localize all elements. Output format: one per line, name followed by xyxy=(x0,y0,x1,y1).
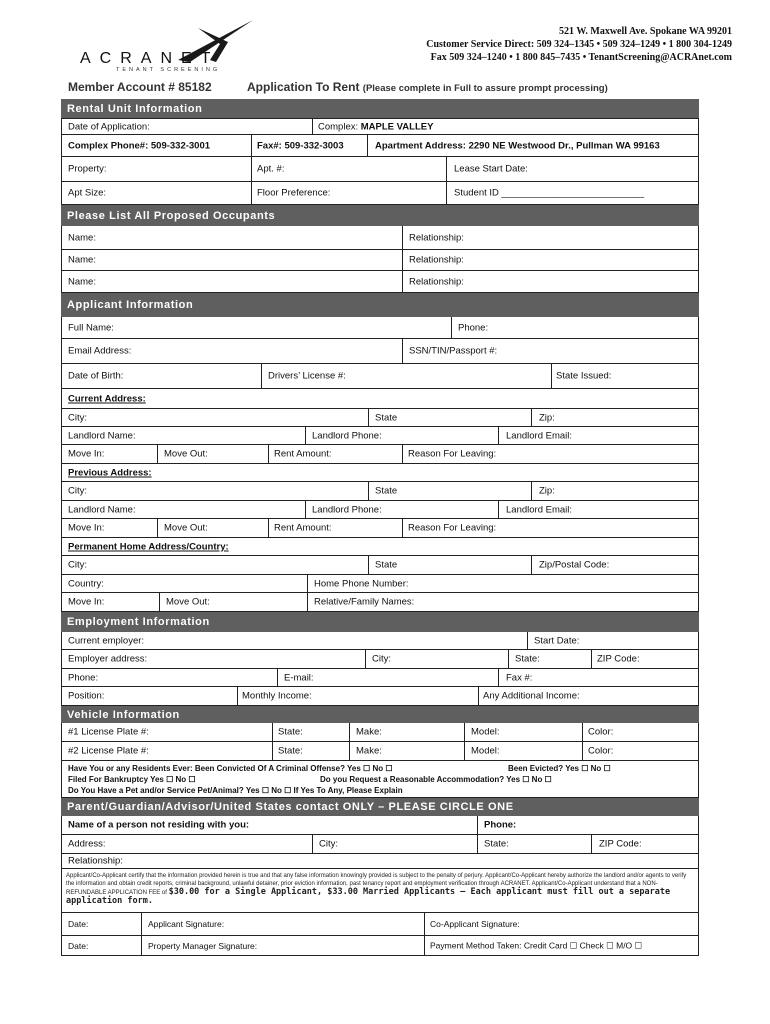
reason-leaving-field[interactable]: Reason For Leaving: xyxy=(408,522,497,534)
plate-1-field[interactable]: #1 License Plate #: xyxy=(68,726,149,738)
zip-postal-field[interactable]: Zip/Postal Code: xyxy=(539,559,610,571)
logo-tagline: TENANT SCREENING xyxy=(116,67,221,73)
address-line-2: Customer Service Direct: 509 324–1345 • 509 324–1249 • 1 800 304-1249 xyxy=(426,39,732,50)
dob-field[interactable]: Date of Birth: xyxy=(68,370,124,382)
address-line-1: 521 W. Maxwell Ave. Spokane WA 99201 xyxy=(559,26,732,37)
position-field[interactable]: Position: xyxy=(68,690,105,702)
signature-row-2 xyxy=(61,936,699,956)
app-title-text: Application To Rent xyxy=(247,80,360,94)
current-move-row xyxy=(61,445,699,464)
legal-text: Applicant/Co-Applicant certify that the information provided herein is true and that any false information knowingly provided is subject to the penalty of perjury. Applicant/Co-Applicant hereby authorize the landlord and/or agents to verify the information and obtain credit reports, criminal background, unlawful detainer, prior eviction information, past tenancy report and employment verification through ACRANET. Applicant/Co-Applicant understand that a NON-REFUNDABLE APPLICATION FEE of xyxy=(66,873,687,896)
city-field[interactable]: City: xyxy=(68,412,87,423)
apartment-address: Apartment Address: 2290 NE Westwood Dr., Pullman WA 99163 xyxy=(375,140,660,151)
employer-city-field[interactable]: City: xyxy=(372,653,391,665)
date-of-application-field[interactable]: Date of Application: xyxy=(68,121,150,132)
accommodation-question[interactable]: Do you Request a Reasonable Accommodation? Yes ☐ No ☐ xyxy=(320,775,552,784)
section-occupants: Please List All Proposed Occupants xyxy=(61,205,699,226)
move-in-field[interactable]: Move In: xyxy=(68,448,105,460)
previous-address-label-row xyxy=(61,464,699,482)
logo-wordmark: ACRANET xyxy=(80,50,220,67)
property-field[interactable]: Property: xyxy=(68,163,107,175)
ssn-field[interactable]: SSN/TIN/Passport #: xyxy=(409,345,498,357)
evicted-question[interactable]: Been Evicted? Yes ☐ No ☐ xyxy=(508,764,611,773)
property-manager-signature-field[interactable]: Property Manager Signature: xyxy=(148,940,258,951)
vehicle-state-field[interactable]: State: xyxy=(278,745,303,757)
applicant-signature-field[interactable]: Applicant Signature: xyxy=(148,919,225,929)
legal-disclaimer xyxy=(61,869,699,913)
email-field[interactable]: Email Address: xyxy=(68,345,132,357)
lease-start-field[interactable]: Lease Start Date: xyxy=(454,163,528,175)
employer-phone-row xyxy=(61,669,699,687)
member-account: Member Account # 85182 xyxy=(68,80,212,94)
co-applicant-signature-field[interactable]: Co-Applicant Signature: xyxy=(430,919,520,929)
row-full-name xyxy=(61,317,699,339)
contact-relationship-row xyxy=(61,854,699,869)
applicant-date-field[interactable]: Date: xyxy=(68,919,89,929)
section-contact: Parent/Guardian/Advisor/United States contact ONLY – PLEASE CIRCLE ONE xyxy=(61,798,699,816)
complex-field xyxy=(318,121,433,132)
company-address xyxy=(426,25,732,64)
pet-question[interactable]: Do You Have a Pet and/or Service Pet/Animal? Yes ☐ No ☐ If Yes To Any, Please Explain xyxy=(68,786,403,795)
complex-label: Complex: xyxy=(318,121,359,132)
occupant-row xyxy=(61,250,699,271)
row-apt-size xyxy=(61,182,699,205)
landlord-email-field[interactable]: Landlord Email: xyxy=(506,430,573,441)
app-subtitle: (Please complete in Full to assure prompt processing) xyxy=(362,83,608,94)
zip-field[interactable]: Zip: xyxy=(539,412,555,423)
city-field[interactable]: City: xyxy=(68,559,87,571)
contact-state-field[interactable]: State: xyxy=(484,838,509,850)
apt-number-field[interactable]: Apt. #: xyxy=(257,163,285,175)
payment-method-field[interactable]: Payment Method Taken: Credit Card ☐ Check ☐ M/O ☐ xyxy=(430,940,643,950)
zip-field[interactable]: Zip: xyxy=(539,485,555,497)
application-form xyxy=(61,99,699,956)
current-city-row xyxy=(61,409,699,427)
landlord-name-field[interactable]: Landlord Name: xyxy=(68,430,136,441)
vehicle-color-field[interactable]: Color: xyxy=(588,726,614,738)
vehicle-model-field[interactable]: Model: xyxy=(471,745,500,757)
permanent-address-label-row xyxy=(61,538,699,556)
employer-address-field[interactable]: Employer address: xyxy=(68,653,148,665)
address-line-3: Fax 509 324–1240 • 1 800 845–7435 • TenantScreening@ACRAnet.com xyxy=(430,52,732,63)
relative-names-field[interactable]: Relative/Family Names: xyxy=(314,596,415,608)
occupant-relationship-field[interactable]: Relationship: xyxy=(409,254,464,266)
move-in-field[interactable]: Move In: xyxy=(68,522,105,534)
occupant-row xyxy=(61,226,699,250)
move-in-field[interactable]: Move In: xyxy=(68,596,105,608)
permanent-address-heading: Permanent Home Address/Country: xyxy=(68,541,229,552)
section-applicant: Applicant Information xyxy=(61,293,699,317)
employer-address-row xyxy=(61,650,699,669)
section-rental-unit: Rental Unit Information xyxy=(61,99,699,118)
contact-relationship-field[interactable]: Relationship: xyxy=(68,855,123,867)
state-field[interactable]: State xyxy=(375,485,398,497)
previous-city-row xyxy=(61,482,699,501)
current-employer-field[interactable]: Current employer: xyxy=(68,635,145,646)
contact-zip-field[interactable]: ZIP Code: xyxy=(599,838,642,850)
employer-zip-field[interactable]: ZIP Code: xyxy=(597,653,640,665)
permanent-move-row xyxy=(61,593,699,612)
row-property xyxy=(61,157,699,182)
employer-email-field[interactable]: E-mail: xyxy=(284,672,314,683)
move-out-field[interactable]: Move Out: xyxy=(166,596,210,608)
permanent-city-row xyxy=(61,556,699,575)
current-address-label-row xyxy=(61,389,699,409)
country-field[interactable]: Country: xyxy=(68,578,104,589)
contact-address-row xyxy=(61,835,699,854)
start-date-field[interactable]: Start Date: xyxy=(534,635,580,646)
signature-row-1 xyxy=(61,913,699,936)
full-name-field[interactable]: Full Name: xyxy=(68,322,114,333)
bankruptcy-question[interactable]: Filed For Bankruptcy Yes ☐ No ☐ xyxy=(68,775,196,784)
employer-state-field[interactable]: State: xyxy=(515,653,540,665)
employer-position-row xyxy=(61,687,699,706)
employer-row xyxy=(61,632,699,650)
vehicle-color-field[interactable]: Color: xyxy=(588,745,614,757)
occupant-name-field[interactable]: Name: xyxy=(68,276,96,287)
previous-landlord-row xyxy=(61,501,699,519)
plate-2-field[interactable]: #2 License Plate #: xyxy=(68,745,149,757)
previous-address-heading: Previous Address: xyxy=(68,467,152,478)
phone-field[interactable]: Phone: xyxy=(458,322,489,333)
screening-questions xyxy=(61,761,699,798)
previous-move-row xyxy=(61,519,699,538)
monthly-income-field[interactable]: Monthly Income: xyxy=(242,690,312,702)
landlord-phone-field[interactable]: Landlord Phone: xyxy=(312,504,382,515)
landlord-name-field[interactable]: Landlord Name: xyxy=(68,504,136,515)
contact-address-field[interactable]: Address: xyxy=(68,838,106,850)
landlord-email-field[interactable]: Landlord Email: xyxy=(506,504,573,515)
employer-phone-field[interactable]: Phone: xyxy=(68,672,99,683)
section-vehicle: Vehicle Information xyxy=(61,706,699,723)
complex-value: MAPLE VALLEY xyxy=(360,121,434,132)
state-issued-field[interactable]: State Issued: xyxy=(556,370,612,382)
manager-date-field[interactable]: Date: xyxy=(68,940,89,951)
row-complex-contact xyxy=(61,135,699,157)
state-field[interactable]: State xyxy=(375,412,398,423)
permanent-country-row xyxy=(61,575,699,593)
floor-preference-field[interactable]: Floor Preference: xyxy=(257,187,331,199)
application-title xyxy=(247,80,608,94)
row-dob xyxy=(61,364,699,389)
current-address-heading: Current Address: xyxy=(68,393,146,404)
vehicle-make-field[interactable]: Make: xyxy=(356,726,382,738)
vehicle-state-field[interactable]: State: xyxy=(278,726,303,738)
complex-fax: Fax#: 509-332-3003 xyxy=(257,140,344,151)
vehicle-make-field[interactable]: Make: xyxy=(356,745,382,757)
reason-leaving-field[interactable]: Reason For Leaving: xyxy=(408,448,497,460)
vehicle-row-1 xyxy=(61,723,699,742)
move-out-field[interactable]: Move Out: xyxy=(164,448,208,460)
contact-name-row xyxy=(61,816,699,835)
additional-income-field[interactable]: Any Additional Income: xyxy=(483,690,580,702)
city-field[interactable]: City: xyxy=(68,485,87,497)
contact-name-field[interactable]: Name of a person not residing with you: xyxy=(68,819,250,831)
complex-phone: Complex Phone#: 509-332-3001 xyxy=(68,140,211,151)
row-email xyxy=(61,339,699,364)
drivers-license-field[interactable]: Drivers’ License #: xyxy=(268,370,346,382)
move-out-field[interactable]: Move Out: xyxy=(164,522,208,534)
occupant-name-field[interactable]: Name: xyxy=(68,254,96,266)
vehicle-model-field[interactable]: Model: xyxy=(471,726,500,738)
student-id-field[interactable]: Student ID ___________________________ xyxy=(454,187,645,199)
criminal-offense-question[interactable]: Have You or any Residents Ever: Been Convicted Of A Criminal Offense? Yes ☐ No ☐ xyxy=(68,764,393,773)
current-landlord-row xyxy=(61,427,699,445)
occupant-name-field[interactable]: Name: xyxy=(68,232,96,243)
rent-amount-field[interactable]: Rent Amount: xyxy=(274,448,332,460)
occupant-relationship-field[interactable]: Relationship: xyxy=(409,232,464,243)
row-date-complex xyxy=(61,118,699,135)
application-fee-text: $30.00 for a Single Applicant, $33.00 Married Applicants – Each applicant must fill out a separate application form. xyxy=(66,887,671,906)
landlord-phone-field[interactable]: Landlord Phone: xyxy=(312,430,382,441)
rent-amount-field[interactable]: Rent Amount: xyxy=(274,522,332,534)
employer-fax-field[interactable]: Fax #: xyxy=(506,672,533,683)
section-employment: Employment Information xyxy=(61,612,699,632)
home-phone-field[interactable]: Home Phone Number: xyxy=(314,578,409,589)
contact-city-field[interactable]: City: xyxy=(319,838,338,850)
vehicle-row-2 xyxy=(61,742,699,761)
occupant-row xyxy=(61,271,699,293)
occupant-relationship-field[interactable]: Relationship: xyxy=(409,276,464,287)
state-field[interactable]: State xyxy=(375,559,398,571)
contact-phone-field[interactable]: Phone: xyxy=(484,819,517,831)
apt-size-field[interactable]: Apt Size: xyxy=(68,187,107,199)
